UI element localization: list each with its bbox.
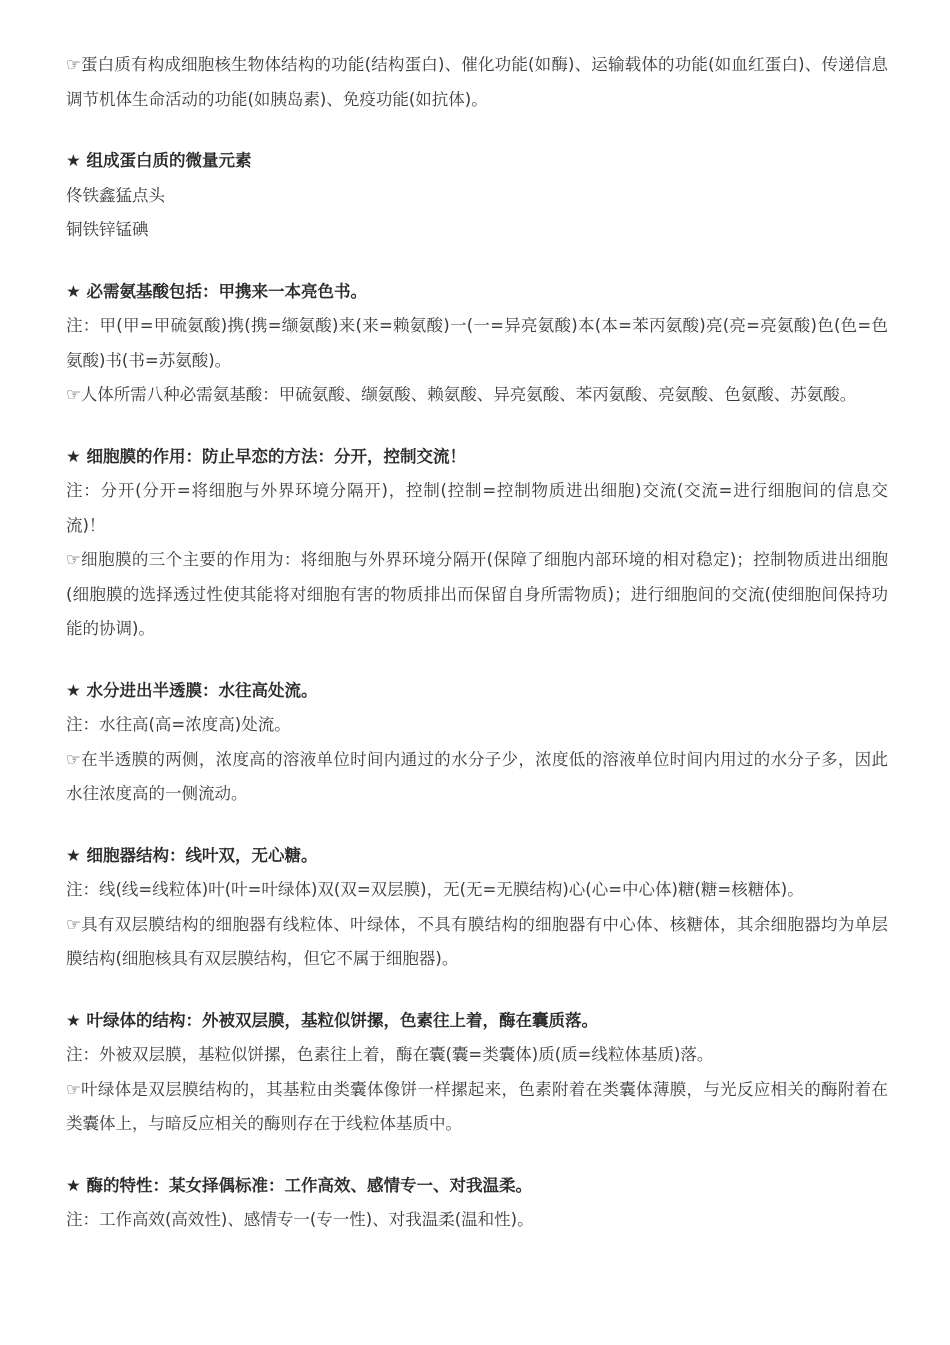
section-heading: ★ 必需氨基酸包括：甲携来一本亮色书。 (66, 281, 368, 301)
elements-line: 铜铁锌锰碘 (66, 220, 149, 239)
note-paragraph: 注：甲(甲=甲硫氨酸)携(携=缬氨酸)来(来=赖氨酸)一(一=异亮氨酸)本(本=苯丙氨酸)亮(亮=亮氨酸)色(色=色氨酸)书(书=苏氨酸)。 (66, 316, 888, 370)
explanation-paragraph: ☞细胞膜的三个主要的作用为：将细胞与外界环境分隔开(保障了细胞内部环境的相对稳定)；控制物质进出细胞(细胞膜的选择透过性使其能将对细胞有害的物质排出而保留自身所需物质)；进行细胞间的交流(使细胞间保持功能的协调)。 (66, 550, 888, 638)
mnemonic-line: 佟铁鑫猛点头 (66, 185, 165, 205)
note-paragraph: 注：分开(分开=将细胞与外界环境分隔开)，控制(控制=控制物质进出细胞)交流(交流=进行细胞间的信息交流)！ (66, 481, 888, 535)
explanation-paragraph: ☞在半透膜的两侧，浓度高的溶液单位时间内通过的水分子少，浓度低的溶液单位时间内用过的水分子多，因此水往浓度高的一侧流动。 (66, 749, 888, 803)
section-heading: ★ 组成蛋白质的微量元素 (66, 151, 252, 170)
section-semipermeable-membrane (66, 674, 888, 812)
section-heading: ★ 细胞膜的作用：防止早恋的方法：分开，控制交流！ (66, 446, 467, 466)
intro-section (66, 48, 888, 117)
section-heading: ★ 水分进出半透膜：水往高处流。 (66, 680, 318, 700)
section-cell-membrane (66, 440, 888, 647)
section-heading: ★ 酶的特性：某女择偶标准：工作高效、感情专一、对我温柔。 (66, 1175, 533, 1195)
note-paragraph: 注：外被双层膜，基粒似饼摞，色素往上着，酶在囊(囊=类囊体)质(质=线粒体基质)落。 (66, 1045, 714, 1064)
intro-paragraph: ☞蛋白质有构成细胞核生物体结构的功能(结构蛋白)、催化功能(如酶)、运输载体的功能(如血红蛋白)、传递信息调节机体生命活动的功能(如胰岛素)、免疫功能(如抗体)。 (66, 55, 888, 109)
section-heading: ★ 细胞器结构：线叶双，无心糖。 (66, 845, 318, 865)
note-paragraph: 注：线(线=线粒体)叶(叶=叶绿体)双(双=双层膜)，无(无=无膜结构)心(心=中心体)糖(糖=核糖体)。 (66, 880, 804, 899)
document-content (66, 48, 888, 1238)
section-chloroplast-structure (66, 1004, 888, 1142)
explanation-paragraph: ☞具有双层膜结构的细胞器有线粒体、叶绿体，不具有膜结构的细胞器有中心体、核糖体，其余细胞器均为单层膜结构(细胞核具有双层膜结构，但它不属于细胞器)。 (66, 914, 888, 968)
section-enzyme-properties (66, 1169, 888, 1238)
section-trace-elements (66, 144, 888, 248)
note-paragraph: 注：水往高(高=浓度高)处流。 (66, 715, 291, 734)
explanation-paragraph: ☞叶绿体是双层膜结构的，其基粒由类囊体像饼一样摞起来，色素附着在类囊体薄膜，与光反应相关的酶附着在类囊体上，与暗反应相关的酶则存在于线粒体基质中。 (66, 1079, 888, 1133)
explanation-paragraph: ☞人体所需八种必需氨基酸：甲硫氨酸、缬氨酸、赖氨酸、异亮氨酸、苯丙氨酸、亮氨酸、色氨酸、苏氨酸。 (66, 385, 857, 404)
note-paragraph: 注：工作高效(高效性)、感情专一(专一性)、对我温柔(温和性)。 (66, 1210, 534, 1229)
section-essential-amino-acids (66, 275, 888, 413)
section-heading: ★ 叶绿体的结构：外被双层膜，基粒似饼摞，色素往上着，酶在囊质落。 (66, 1010, 599, 1030)
section-organelle-structure (66, 839, 888, 977)
